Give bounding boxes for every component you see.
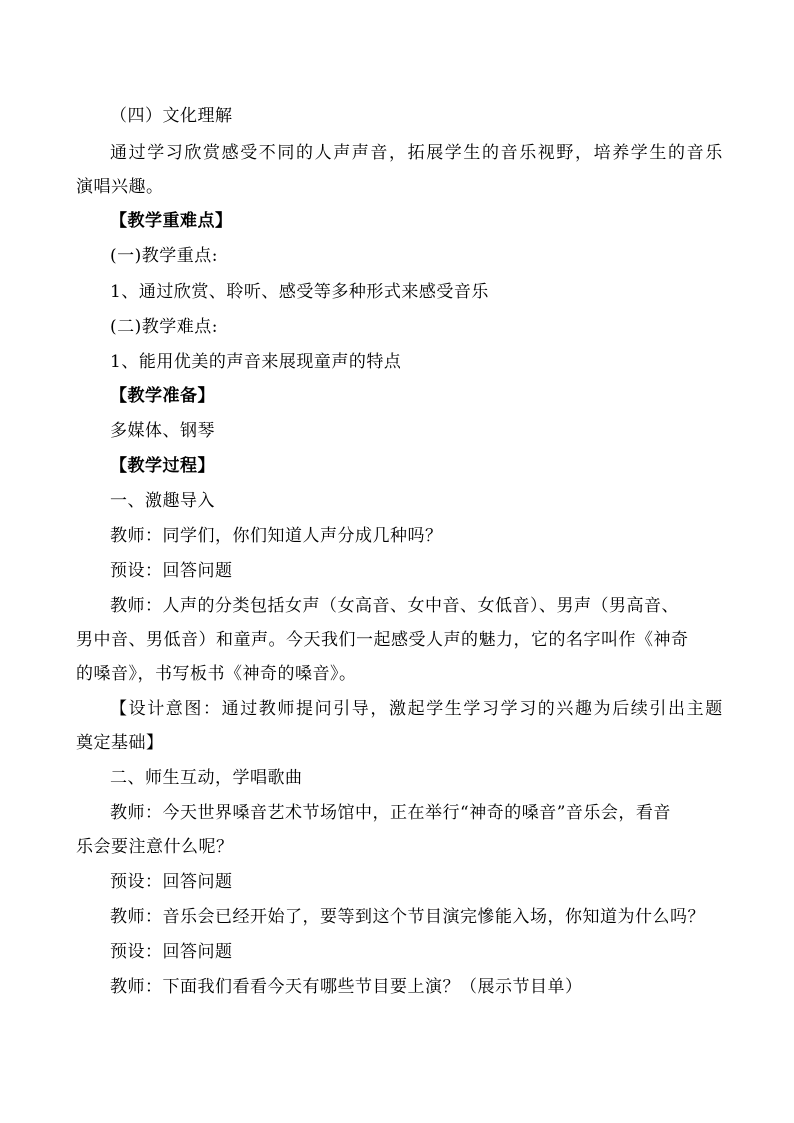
heading-preparation: 【教学准备】 xyxy=(110,386,215,406)
dialogue-line: 教师：今天世界嗓音艺术节场馆中，正在举行“神奇的嗓音”音乐会，看音 xyxy=(110,803,671,823)
paragraph-line: 多媒体、钢琴 xyxy=(110,421,215,441)
design-intent: 【设计意图：通过教师提问引导，激起学生学习学习的兴趣为后续引出主题 xyxy=(110,699,724,719)
heading-key-points: 【教学重难点】 xyxy=(110,211,233,231)
subheading-intro: 一、激趣导入 xyxy=(110,491,215,511)
heading-process: 【教学过程】 xyxy=(110,456,215,476)
design-intent: 奠定基础】 xyxy=(76,733,164,753)
dialogue-line: 预设：回答问题 xyxy=(110,561,233,581)
list-item: 1、通过欣赏、聆听、感受等多种形式来感受音乐 xyxy=(110,282,489,302)
dialogue-line: 预设：回答问题 xyxy=(110,872,233,892)
paragraph-line: 演唱兴趣。 xyxy=(76,177,164,197)
dialogue-line: 预设：回答问题 xyxy=(110,942,233,962)
dialogue-line: 男中音、男低音）和童声。今天我们一起感受人声的魅力，它的名字叫作《神奇 xyxy=(76,630,689,650)
section-heading-culture: （四）文化理解 xyxy=(110,106,233,126)
subheading-difficulty: (二)教学难点: xyxy=(110,317,218,337)
dialogue-line: 教师：人声的分类包括女声（女高音、女中音、女低音）、男声（男高音、 xyxy=(110,596,679,616)
dialogue-line: 教师：音乐会已经开始了，要等到这个节目演完慘能入场，你知道为什么吗？ xyxy=(110,907,705,927)
dialogue-line: 教师：下面我们看看今天有哪些节目要上演？（展示节目单） xyxy=(110,977,583,997)
subheading-key-point: (一)教学重点: xyxy=(110,246,218,266)
paragraph-line: 通过学习欣赏感受不同的人声声音，拓展学生的音乐视野，培养学生的音乐 xyxy=(110,143,724,163)
list-item: 1、能用优美的声音来展现童声的特点 xyxy=(110,352,402,372)
dialogue-line: 教师：同学们，你们知道人声分成几种吗？ xyxy=(110,526,443,546)
dialogue-line: 的嗓音》，书写板书《神奇的嗓音》。 xyxy=(76,664,357,684)
subheading-interaction: 二、师生互动，学唱歌曲 xyxy=(110,768,303,788)
dialogue-line: 乐会要注意什么呢？ xyxy=(76,837,234,857)
